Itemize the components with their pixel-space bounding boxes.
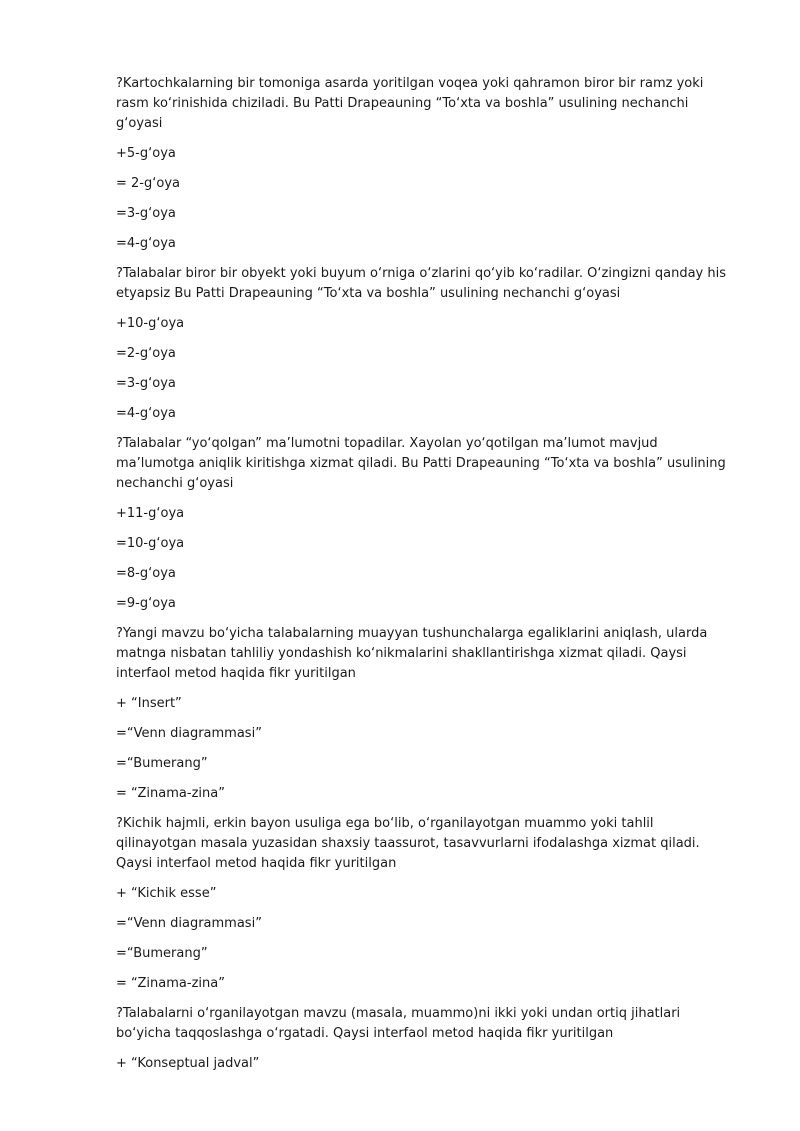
answer-option: =9-g‘oya	[116, 596, 176, 611]
question-text: ?Talabalar biror bir obyekt yoki buyum o‘rniga o‘zlarini qo‘yib ko‘radilar. O‘zingizni qanday his etyapsiz Bu Patti Drapeauning “To‘xta va boshla” usulining nechanchi g‘oyasi	[116, 266, 727, 301]
answer-option: =3-g‘oya	[116, 206, 176, 221]
answer-option: +5-g‘oya	[116, 146, 176, 161]
answer-option: +11-g‘oya	[116, 506, 185, 521]
answer-option: =4-g‘oya	[116, 406, 176, 421]
question-text: ?Kartochkalarning bir tomoniga asarda yoritilgan voqea yoki qahramon biror bir ramz yoki rasm ko‘rinishida chiziladi. Bu Patti Drapeauning “To‘xta va boshla” usulining nechanchi g‘oyasi	[116, 76, 704, 131]
answer-option: = “Zinama-zina”	[116, 976, 225, 991]
question-text: ?Talabalarni o‘rganilayotgan mavzu (masala, muammo)ni ikki yoki undan ortiq jihatlari bo‘yicha taqqoslashga o‘rgatadi. Qaysi interfaol metod haqida fikr yuritilgan	[116, 1006, 681, 1041]
answer-option: +10-g‘oya	[116, 316, 185, 331]
answer-option: =8-g‘oya	[116, 566, 176, 581]
answer-option: =2-g‘oya	[116, 346, 176, 361]
answer-option: + “Konseptual jadval”	[116, 1056, 260, 1071]
answer-option: =“Bumerang”	[116, 756, 208, 771]
answer-option: =10-g‘oya	[116, 536, 185, 551]
answer-option: =“Venn diagrammasi”	[116, 916, 262, 931]
answer-option: + “Kichik esse”	[116, 886, 217, 901]
answer-option: =3-g‘oya	[116, 376, 176, 391]
answer-option: =“Bumerang”	[116, 946, 208, 961]
answer-option: = “Zinama-zina”	[116, 786, 225, 801]
document-content	[116, 74, 736, 1084]
question-text: ?Talabalar “yo‘qolgan” ma’lumotni topadilar. Xayolan yo‘qotilgan ma’lumot mavjud ma’lumotga aniqlik kiritishga xizmat qiladi. Bu Patti Drapeauning “To‘xta va boshla” usulining nechanchi g‘oyasi	[116, 436, 726, 491]
question-text: ?Yangi mavzu bo‘yicha talabalarning muayyan tushunchalarga egaliklarini aniqlash, ularda matnga nisbatan tahliliy yondashish ko‘nikmalarini shakllantirishga xizmat qiladi. Qaysi interfaol metod haqida fikr yuritilgan	[116, 626, 708, 681]
answer-option: =4-g‘oya	[116, 236, 176, 251]
answer-option: =“Venn diagrammasi”	[116, 726, 262, 741]
answer-option: + “Insert”	[116, 696, 182, 711]
question-text: ?Kichik hajmli, erkin bayon usuliga ega bo‘lib, o‘rganilayotgan muammo yoki tahlil qilinayotgan masala yuzasidan shaxsiy taassurot, tasavvurlarni ifodalashga xizmat qiladi. Qaysi interfaol metod haqida fikr yuritilgan	[116, 816, 700, 871]
answer-option: = 2-g‘oya	[116, 176, 180, 191]
